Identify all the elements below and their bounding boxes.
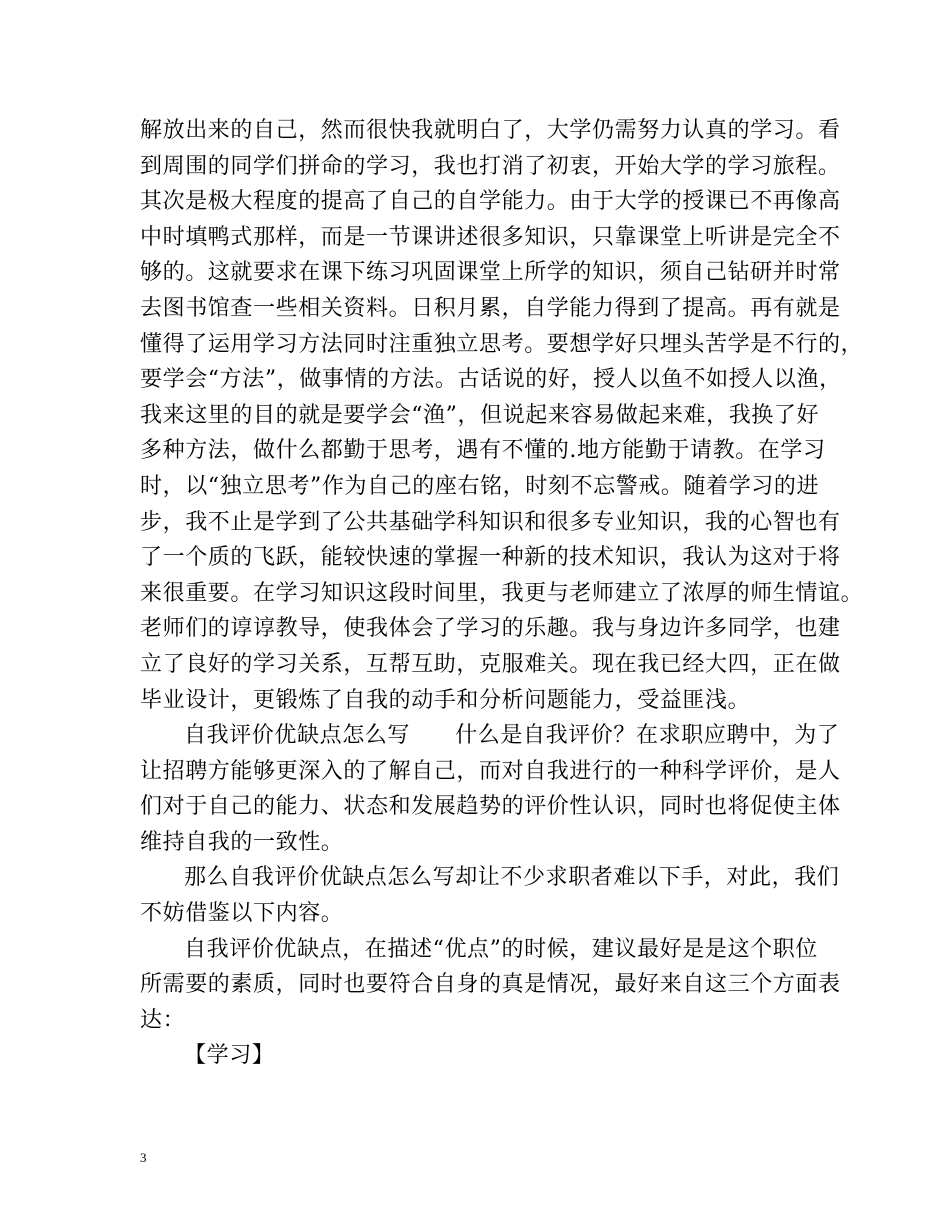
body-text	[140, 113, 864, 1074]
text-line: 们对于自己的能力、状态和发展趋势的评价性认识，同时也将促使主体	[140, 794, 841, 820]
text-line: 中时填鸭式那样，而是一节课讲述很多知识，只靠课堂上听讲是完全不	[140, 224, 841, 250]
text-line: 其次是极大程度的提高了自己的自学能力。由于大学的授课已不再像高	[140, 189, 841, 215]
text-line: 时，以“独立思考”作为自己的座右铭，时刻不忘警戒。随着学习的进	[140, 473, 820, 499]
text-line: 立了良好的学习关系，互帮互助，克服难关。现在我已经大四，正在做	[140, 651, 841, 677]
text-line: 老师们的谆谆教导，使我体会了学习的乐趣。我与身边许多同学，也建	[140, 616, 841, 642]
text-line: 步，我不止是学到了公共基础学科知识和很多专业知识，我的心智也有	[140, 509, 841, 535]
text-line: 所需要的素质，同时也要符合自身的真是情况，最好来自这三个方面表	[140, 972, 841, 998]
text-line: 到周围的同学们拼命的学习，我也打消了初衷，开始大学的学习旅程。	[140, 153, 841, 179]
text-line: 我来这里的目的就是要学会“渔”，但说起来容易做起来难，我换了好	[140, 402, 820, 428]
text-line: 来很重要。在学习知识这段时间里，我更与老师建立了浓厚的师生情谊。	[140, 580, 864, 606]
paragraph-first-line: 那么自我评价优缺点怎么写却让不少求职者难以下手，对此，我们	[184, 865, 840, 891]
text-line: 毕业设计，更锻炼了自我的动手和分析问题能力，受益匪浅。	[140, 687, 751, 713]
text-line: 维持自我的一致性。	[140, 829, 344, 855]
paragraph-first-line: 自我评价优缺点怎么写 什么是自我评价？在求职应聘中，为了	[184, 723, 840, 749]
text-line: 达：	[140, 1007, 186, 1033]
text-line: 够的。这就要求在课下练习巩固课堂上所学的知识，须自己钻研并时常	[140, 260, 841, 286]
text-line: 要学会“方法”，做事情的方法。古话说的好，授人以鱼不如授人以渔，	[140, 367, 842, 393]
text-line: 多种方法，做什么都勤于思考，遇有不懂的.地方能勤于请教。在学习	[140, 438, 826, 464]
text-line: 解放出来的自己，然而很快我就明白了，大学仍需努力认真的学习。看	[140, 118, 841, 143]
text-line: 了一个质的飞跃，能较快速的掌握一种新的技术知识，我认为这对于将	[140, 545, 841, 571]
text-line: 去图书馆查一些相关资料。日积月累，自学能力得到了提高。再有就是	[140, 295, 841, 321]
text-line: 懂得了运用学习方法同时注重独立思考。要想学好只埋头苦学是不行的，	[140, 331, 864, 357]
text-line: 让招聘方能够更深入的了解自己，而对自我进行的一种科学评价，是人	[140, 758, 841, 784]
section-heading: 【学习】	[184, 1043, 275, 1069]
page-number: 3	[140, 1150, 147, 1165]
text-line: 不妨借鉴以下内容。	[140, 901, 344, 927]
paragraph-first-line: 自我评价优缺点，在描述“优点”的时候，建议最好是是这个职位	[184, 936, 818, 962]
